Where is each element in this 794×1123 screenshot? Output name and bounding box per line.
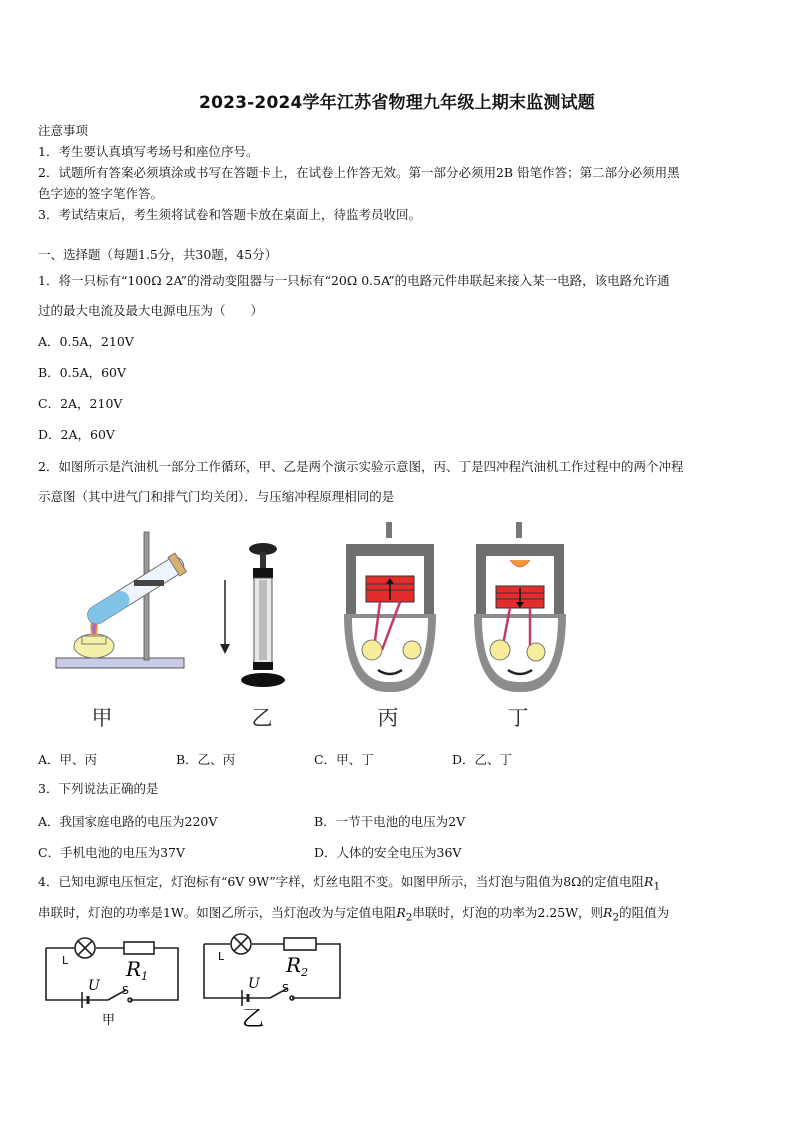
notice-item: 2．试题所有答案必须填涂或书写在答题卡上，在试卷上作答无效。第一部分必须用2B 铅笔作答；第二部分必须用黑 bbox=[38, 165, 680, 180]
q2-options bbox=[38, 750, 758, 768]
question-4-text: 串联时，灯泡的功率为2.25W，则 bbox=[412, 905, 604, 920]
circuit-caption-jia: 甲 bbox=[102, 1013, 116, 1028]
notice-item: 1．考生要认真填写考场号和座位序号。 bbox=[38, 144, 259, 159]
question-2-stem: 示意图（其中进气门和排气门均关闭）．与压缩冲程原理相同的是 bbox=[38, 489, 395, 504]
question-2-stem: 2．如图所示是汽油机一部分工作循环，甲、乙是两个演示实验示意图，丙、丁是四冲程汽油机工作过程中的两个冲程 bbox=[38, 459, 684, 474]
question-1-stem: 过的最大电流及最大电源电压为（ ） bbox=[38, 303, 264, 318]
figure-test-tube-heating bbox=[52, 524, 192, 694]
notice-heading: 注意事项 bbox=[38, 123, 89, 138]
section-heading: 一、选择题（每题1.5分，共30题，45分） bbox=[38, 247, 278, 262]
question-4-stem bbox=[38, 905, 669, 924]
voltage-label: U bbox=[88, 978, 100, 994]
figure-compression-syringe bbox=[210, 540, 300, 695]
resistor-r1-subscript: 1 bbox=[653, 880, 661, 893]
question-4-text: 的阻值为 bbox=[619, 905, 670, 920]
q2-option-b: B．乙、丙 bbox=[176, 752, 236, 767]
q3-options-row-1 bbox=[38, 812, 758, 830]
question-4-text: 串联时，灯泡的功率是1W。如图乙所示，当灯泡改为与定值电阻 bbox=[38, 905, 397, 920]
resistor-r2-subscript: 2 bbox=[405, 911, 413, 924]
notice-item: 色字迹的签字笔作答。 bbox=[38, 186, 164, 201]
figure-engine-cylinder-bing bbox=[340, 522, 440, 694]
resistor-r2-subscript: 2 bbox=[612, 911, 620, 924]
q2-option-a: A．甲、丙 bbox=[38, 752, 98, 767]
circuit-diagram-jia bbox=[42, 930, 184, 1030]
figure-caption-ding: 丁 bbox=[507, 706, 529, 730]
resistor-r2-symbol: R bbox=[396, 905, 406, 920]
q1-option-c: C．2A，210V bbox=[38, 396, 123, 411]
q3-option-b: B．一节干电池的电压为2V bbox=[314, 814, 466, 829]
circuit-diagram-yi bbox=[200, 926, 346, 1032]
q1-option-a: A．0.5A，210V bbox=[38, 334, 134, 349]
resistor-r2-symbol: R bbox=[603, 905, 613, 920]
q2-option-d: D．乙、丁 bbox=[452, 752, 513, 767]
q2-option-c: C．甲、丁 bbox=[314, 752, 374, 767]
q3-option-c: C．手机电池的电压为37V bbox=[38, 845, 185, 860]
resistor-label: $R_2$ bbox=[286, 953, 309, 979]
switch-label: S bbox=[282, 982, 289, 995]
switch-label: S bbox=[122, 984, 129, 997]
figure-caption-jia: 甲 bbox=[91, 706, 113, 730]
resistor-label: $R_1$ bbox=[126, 957, 149, 983]
notice-item: 3．考试结束后，考生须将试卷和答题卡放在桌面上，待监考员收回。 bbox=[38, 207, 421, 222]
q3-option-a: A．我国家庭电路的电压为220V bbox=[38, 814, 218, 829]
question-3-stem: 3．下列说法正确的是 bbox=[38, 781, 159, 796]
resistor-r1-symbol: R bbox=[644, 874, 654, 889]
lamp-label: L bbox=[218, 950, 225, 963]
question-1-stem: 1．将一只标有“100Ω 2A”的滑动变阻器与一只标有“20Ω 0.5A”的电路元件串联起来接入某一电路，该电路允许通 bbox=[38, 273, 670, 288]
figure-caption-bing: 丙 bbox=[377, 706, 399, 730]
q1-option-d: D．2A，60V bbox=[38, 427, 115, 442]
circuit-caption-yi: 乙 bbox=[242, 1007, 265, 1032]
lamp-label: L bbox=[62, 954, 69, 967]
page-title: 2023-2024学年江苏省物理九年级上期末监测试题 bbox=[199, 93, 595, 113]
figure-engine-cylinder-ding bbox=[470, 522, 570, 694]
q3-options-row-2 bbox=[38, 843, 758, 861]
q3-option-d: D．人体的安全电压为36V bbox=[314, 845, 462, 860]
question-4-text: 4．已知电源电压恒定，灯泡标有“6V 9W”字样，灯丝电阻不变。如图甲所示，当灯泡与阻值为8Ω的定值电阻 bbox=[38, 874, 645, 889]
figure-caption-yi: 乙 bbox=[251, 706, 273, 730]
question-4-stem bbox=[38, 874, 660, 893]
voltage-label: U bbox=[248, 976, 260, 992]
q1-option-b: B．0.5A，60V bbox=[38, 365, 127, 380]
